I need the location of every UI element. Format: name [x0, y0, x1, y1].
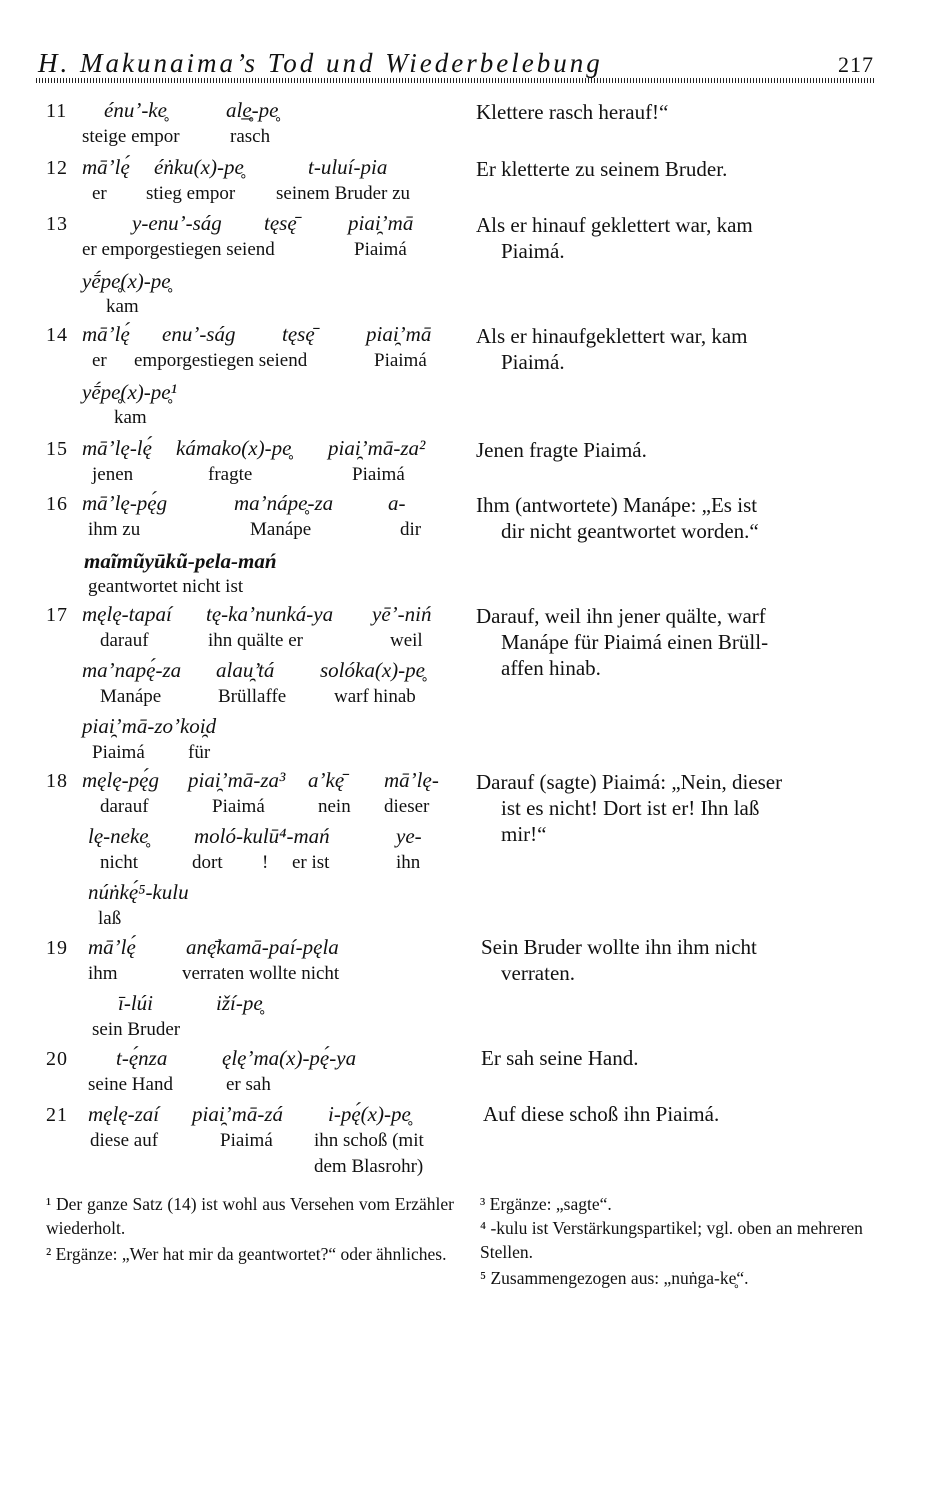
translation-line: verraten. — [501, 961, 576, 985]
native-word: yē’-niń — [372, 602, 432, 626]
gloss: er sah — [226, 1074, 271, 1095]
translation-line: ist es nicht! Dort ist er! Ihn laß — [501, 796, 760, 820]
gloss: emporgestiegen seiend — [134, 350, 308, 371]
translation-13 — [476, 212, 872, 264]
native-word: ye- — [396, 824, 422, 848]
native-word: ma’napę́-za — [82, 658, 182, 682]
gloss: kam — [106, 296, 139, 317]
translation-17 — [476, 603, 872, 681]
footnote-text: -kulu ist Verstärkungspartikel; vgl. oben an mehreren Stellen. — [480, 1218, 863, 1262]
gloss: dem Blasrohr) — [314, 1156, 424, 1177]
footnote-mark: ⁴ — [480, 1218, 487, 1238]
native-word: núṅkę́⁵-kulu — [88, 880, 189, 904]
line-number: 15 — [46, 438, 68, 460]
translation-line: Piaimá. — [501, 350, 565, 374]
translation-12: Er kletterte zu seinem Bruder. — [476, 157, 728, 181]
native-word: mā’lę́ — [82, 322, 130, 346]
native-word: ęlę’ma(x)-pę́-ya — [222, 1046, 357, 1070]
gloss: nicht — [100, 852, 138, 873]
gloss: geantwortet nicht ist — [88, 576, 244, 597]
translation-line: Darauf (sagte) Piaimá: „Nein, dieser — [476, 770, 783, 794]
native-word: piai̯’mā-za³ — [188, 768, 286, 792]
footnote-4 — [480, 1216, 880, 1264]
translation-line: Darauf, weil ihn jener quälte, warf — [476, 604, 766, 628]
native-word: lę-neke̥ — [88, 824, 149, 848]
native-word: a- — [388, 491, 406, 515]
native-word: énu’-ke̥ — [104, 98, 167, 122]
gloss: Piaimá — [354, 239, 407, 260]
gloss: Piaimá — [352, 464, 405, 485]
line-number: 19 — [46, 937, 68, 959]
native-word: t-ę́nza — [116, 1046, 168, 1070]
gloss: Piaimá — [92, 742, 145, 763]
native-word: iží-pe̥ — [216, 991, 263, 1015]
translation-21: Auf diese schoß ihn Piaimá. — [483, 1102, 720, 1126]
native-word: męlę-tapaí — [82, 602, 172, 626]
line-number: 12 — [46, 157, 68, 179]
gloss: ihm — [88, 963, 118, 984]
gloss: jenen — [92, 464, 134, 485]
gloss: er — [92, 350, 107, 371]
gloss: Piaimá — [374, 350, 427, 371]
translation-line: Manápe für Piaimá einen Brüll- — [501, 630, 769, 654]
footnote-mark: ⁵ — [480, 1268, 487, 1288]
gloss: diese auf — [90, 1130, 159, 1151]
gloss: rasch — [230, 126, 271, 147]
native-word: anę̄kamā-paí-pęla — [186, 935, 339, 959]
native-word: y-enu’-ság — [132, 211, 222, 235]
native-word: mā’lę́ — [82, 155, 130, 179]
native-word: piai̯’mā — [348, 211, 414, 235]
page-header — [36, 44, 876, 84]
gloss: fragte — [208, 464, 253, 485]
footnote-text: Zusammengezogen aus: „nuṅga-ke̥“. — [490, 1268, 749, 1288]
gloss: darauf — [100, 796, 149, 817]
native-word: mā’lę́ — [88, 935, 136, 959]
translation-line: dir nicht geantwortet worden.“ — [501, 519, 759, 543]
gloss: verraten wollte nicht — [182, 963, 340, 984]
gloss: ihn — [396, 852, 421, 873]
line-number: 11 — [46, 100, 68, 122]
translation-14 — [476, 323, 872, 375]
line-number: 14 — [46, 324, 68, 346]
native-word: maĩmũyūkũ-pela-mań — [84, 549, 277, 573]
footnote-text: Der ganze Satz (14) ist wohl aus Versehen vom Erzähler wiederholt. — [46, 1194, 455, 1238]
translation-16 — [476, 492, 872, 544]
native-word: mā’lę-lę́ — [82, 436, 152, 460]
translation-20: Er sah seine Hand. — [481, 1046, 639, 1070]
translation-11: Klettere rasch herauf!“ — [476, 100, 669, 124]
native-word: kámako(x)-pe̥ — [176, 436, 292, 460]
footnote-3 — [480, 1192, 880, 1216]
gloss: darauf — [100, 630, 149, 651]
native-word: mā’lę-pę́g — [82, 491, 168, 515]
native-word: i-pę́(x)-pe̥ — [328, 1102, 411, 1126]
native-word: piai̯’mā-za² — [328, 436, 426, 460]
native-word: mā’lę- — [384, 768, 439, 792]
gloss: stieg empor — [146, 183, 236, 204]
translation-19 — [481, 934, 877, 986]
line-number: 20 — [46, 1048, 68, 1070]
gloss: dieser — [384, 796, 430, 817]
native-word: t-uluí-pia — [308, 155, 388, 179]
gloss: sein Bruder — [92, 1019, 181, 1040]
gloss: für — [188, 742, 211, 763]
gloss: steige empor — [82, 126, 180, 147]
gloss: dir — [400, 519, 422, 540]
gloss: kam — [114, 407, 147, 428]
translation-line: Als er hinauf geklettert war, kam — [476, 213, 753, 237]
native-word: moló-kulū⁴-mań — [194, 824, 330, 848]
native-word: yḗpe̥(x)-pe̥ — [82, 269, 171, 293]
gloss: nein — [318, 796, 351, 817]
native-word: piai̯’mā-zá — [192, 1102, 283, 1126]
native-word: piai̯’mā-zo’koi̯d — [82, 714, 217, 738]
gloss: er — [92, 183, 107, 204]
native-word: a’kę̄ — [308, 768, 345, 792]
footnote-5 — [480, 1266, 880, 1290]
gloss: er emporgestiegen seiend — [82, 239, 275, 260]
footnote-text: Ergänze: „sagte“. — [489, 1194, 612, 1214]
line-number: 17 — [46, 604, 68, 626]
gloss: Brüllaffe — [218, 686, 287, 707]
native-word: tęsę̄ — [264, 211, 297, 235]
gloss: seine Hand — [88, 1074, 173, 1095]
gloss: Piaimá — [220, 1130, 273, 1151]
footnote-1 — [46, 1192, 454, 1240]
native-word: yḗpe̥(x)-pe̥¹ — [82, 380, 177, 404]
native-word: éṅku(x)-pe̥ — [154, 155, 244, 179]
native-word: tęsę̄ — [282, 322, 315, 346]
gloss: ihn quälte er — [208, 630, 303, 651]
native-word: ī-lúi — [118, 991, 153, 1015]
native-word: ma’nápe̥-za — [234, 491, 334, 515]
gloss: weil — [390, 630, 423, 651]
gloss: ihn schoß (mit — [314, 1130, 424, 1151]
line-number: 21 — [46, 1104, 68, 1126]
gloss: laß — [98, 908, 122, 929]
gloss: ! — [262, 852, 269, 873]
translation-line: Als er hinaufgeklettert war, kam — [476, 324, 748, 348]
native-word: solóka(x)-pe̥ — [320, 658, 425, 682]
gloss: Manápe — [250, 519, 312, 540]
footnote-mark: ¹ — [46, 1194, 52, 1214]
native-word: enu’-ság — [162, 322, 236, 346]
line-number: 16 — [46, 493, 68, 515]
native-word: tę-ka’nunká-ya — [206, 602, 334, 626]
native-word: męlę-zaí — [88, 1102, 160, 1126]
translation-line: Sein Bruder wollte ihn ihm nicht — [481, 935, 757, 959]
line-number: 18 — [46, 770, 68, 792]
translation-line: affen hinab. — [501, 656, 601, 680]
translation-line: Piaimá. — [501, 239, 565, 263]
page-number: 217 — [838, 52, 874, 77]
header-rule — [36, 78, 876, 83]
translation-line: mir!“ — [501, 822, 547, 846]
gloss: ihm zu — [88, 519, 141, 540]
native-word: ale̥̲-pe̥ — [226, 98, 279, 122]
footnote-mark: ² — [46, 1244, 52, 1264]
native-word: piai̯’mā — [366, 322, 432, 346]
running-title: H. Makunaima’s Tod und Wiederbelebung — [38, 48, 603, 78]
native-word: męlę-pę́g — [82, 768, 159, 792]
gloss: dort — [192, 852, 223, 873]
gloss: Manápe — [100, 686, 162, 707]
footnote-2 — [46, 1242, 454, 1266]
footnote-text: Ergänze: „Wer hat mir da geantwortet?“ oder ähnliches. — [55, 1244, 447, 1264]
line-number: 13 — [46, 213, 68, 235]
native-word: alau̯’tá — [216, 658, 275, 682]
translation-15: Jenen fragte Piaimá. — [476, 438, 647, 462]
translation-line: Ihm (antwortete) Manápe: „Es ist — [476, 493, 758, 517]
footnote-mark: ³ — [480, 1194, 486, 1214]
gloss: Piaimá — [212, 796, 265, 817]
gloss: warf hinab — [334, 686, 416, 707]
translation-18 — [476, 769, 872, 847]
gloss: er ist — [292, 852, 330, 873]
gloss: seinem Bruder zu — [276, 183, 411, 204]
